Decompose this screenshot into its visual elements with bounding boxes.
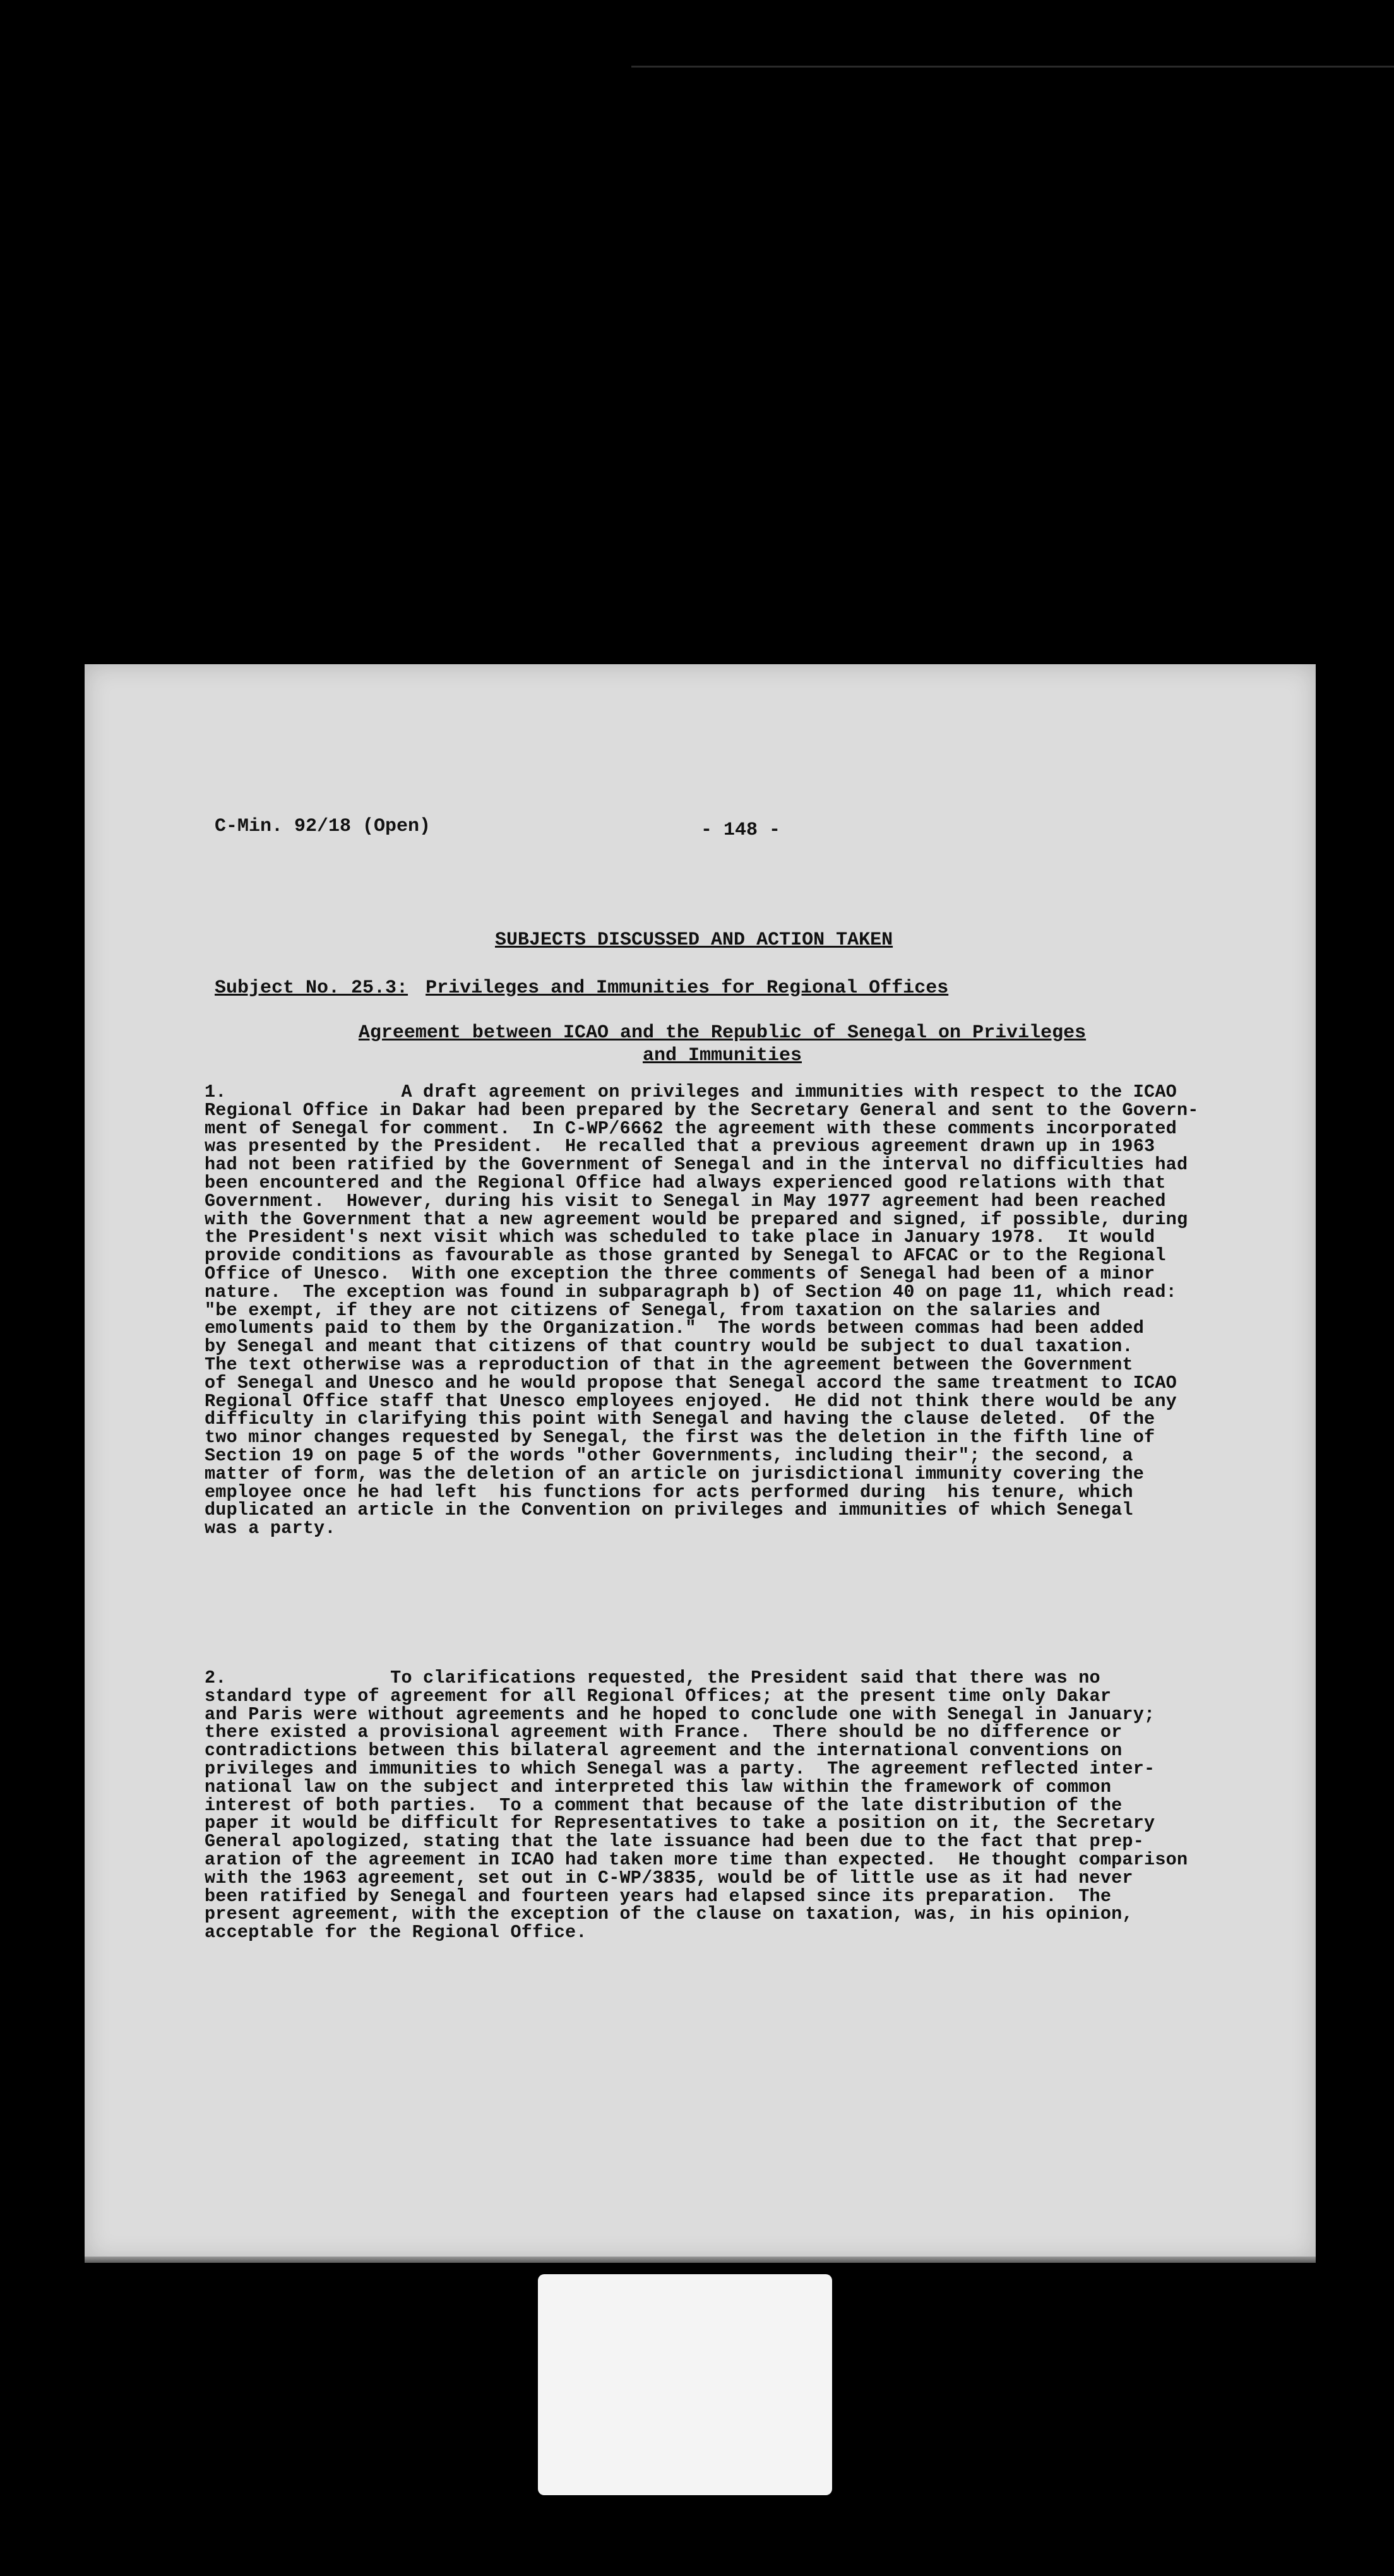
text-line: aration of the agreement in ICAO had taken more time than expected. He thought comparison	[205, 1849, 1188, 1870]
text-line: Regional Office staff that Unesco employees enjoyed. He did not think there would be any	[205, 1390, 1177, 1412]
agreement-title-line-1: Agreement between ICAO and the Republic of Senegal on Privileges	[358, 1022, 1087, 1044]
text-line: matter of form, was the deletion of an article on jurisdictional immunity covering the	[205, 1463, 1145, 1484]
text-line: provide conditions as favourable as those granted by Senegal to AFCAC or to the Regional	[205, 1245, 1166, 1267]
text-line: there existed a provisional agreement with France. There should be no difference or	[205, 1722, 1123, 1743]
text-line: had not been ratified by the Government of Senegal and in the interval no difficulties had	[205, 1154, 1188, 1176]
text-line: 2. To clarifications requested, the President said that there was no	[205, 1667, 1100, 1688]
text-line: Regional Office in Dakar had been prepared by the Secretary General and sent to the Govern-	[205, 1099, 1199, 1121]
text-line: national law on the subject and interpreted this law within the framework of common	[205, 1776, 1112, 1798]
page-number: - 148 -	[701, 820, 781, 841]
document-page	[85, 664, 1316, 2260]
text-line: paper it would be difficult for Representatives to take a position on it, the Secretary	[205, 1813, 1155, 1834]
text-line: privileges and immunities to which Senegal was a party. The agreement reflected inter-	[205, 1758, 1155, 1779]
subject-title: Privileges and Immunities for Regional Offices	[426, 977, 949, 999]
text-line: with the Government that a new agreement would be prepared and signed, if possible, during	[205, 1208, 1188, 1230]
text-line: standard type of agreement for all Regional Offices; at the present time only Dakar	[205, 1685, 1112, 1707]
agreement-title	[312, 1022, 1133, 1067]
text-line: been encountered and the Regional Office had always experienced good relations with that	[205, 1172, 1166, 1193]
page-bottom-edge	[85, 2257, 1316, 2263]
text-line: the President's next visit which was scheduled to take place in January 1978. It would	[205, 1227, 1155, 1248]
text-line: "be exempt, if they are not citizens of Senegal, from taxation on the salaries and	[205, 1299, 1100, 1321]
text-line: Office of Unesco. With one exception the three comments of Senegal had been of a minor	[205, 1263, 1155, 1284]
text-line: 1. A draft agreement on privileges and immunities with respect to the ICAO	[205, 1082, 1177, 1102]
paragraph-1	[205, 1083, 1316, 1538]
text-line: contradictions between this bilateral agreement and the international conventions on	[205, 1740, 1123, 1762]
text-line: present agreement, with the exception of the clause on taxation, was, in his opinion,	[205, 1904, 1133, 1925]
text-line: nature. The exception was found in subparagraph b) of Section 40 on page 11, which read:	[205, 1281, 1177, 1303]
subject-label: Subject No. 25.3:	[215, 977, 408, 999]
agreement-title-line-2: and Immunities	[642, 1045, 802, 1066]
text-line: acceptable for the Regional Office.	[205, 1922, 587, 1943]
document-reference: C-Min. 92/18 (Open)	[215, 816, 431, 837]
top-edge-rule	[631, 66, 1394, 68]
text-line: two minor changes requested by Senegal, the first was the deletion in the fifth line of	[205, 1427, 1155, 1448]
text-line: ment of Senegal for comment. In C-WP/6662 the agreement with these comments incorporated	[205, 1118, 1177, 1139]
text-line: interest of both parties. To a comment that because of the late distribution of the	[205, 1794, 1123, 1816]
section-title: SUBJECTS DISCUSSED AND ACTION TAKEN	[495, 929, 893, 951]
subject-heading	[215, 977, 948, 999]
text-line: The text otherwise was a reproduction of that in the agreement between the Government	[205, 1354, 1133, 1375]
text-line: employee once he had left his functions for acts performed during his tenure, which	[205, 1481, 1133, 1503]
text-line: and Paris were without agreements and he hoped to conclude one with Senegal in January;	[205, 1703, 1155, 1725]
blank-target-card	[538, 2274, 832, 2495]
text-line: with the 1963 agreement, set out in C-WP/3835, would be of little use as it had never	[205, 1867, 1133, 1888]
text-line: was a party.	[205, 1518, 336, 1539]
text-line: of Senegal and Unesco and he would propose that Senegal accord the same treatment to ICAO	[205, 1372, 1177, 1393]
text-line: duplicated an article in the Convention on privileges and immunities of which Senegal	[205, 1500, 1133, 1521]
text-line: emoluments paid to them by the Organization." The words between commas had been added	[205, 1318, 1145, 1339]
paragraph-2	[205, 1669, 1316, 1942]
text-line: difficulty in clarifying this point with Senegal and having the clause deleted. Of the	[205, 1409, 1155, 1430]
text-line: Government. However, during his visit to Senegal in May 1977 agreement had been reached	[205, 1190, 1166, 1212]
text-line: by Senegal and meant that citizens of that country would be subject to dual taxation.	[205, 1336, 1133, 1357]
text-line: Section 19 on page 5 of the words "other Governments, including their"; the second, a	[205, 1445, 1133, 1466]
text-line: been ratified by Senegal and fourteen years had elapsed since its preparation. The	[205, 1885, 1112, 1907]
text-line: was presented by the President. He recalled that a previous agreement drawn up in 1963	[205, 1136, 1155, 1157]
text-line: General apologized, stating that the late issuance had been due to the fact that prep-	[205, 1831, 1145, 1852]
